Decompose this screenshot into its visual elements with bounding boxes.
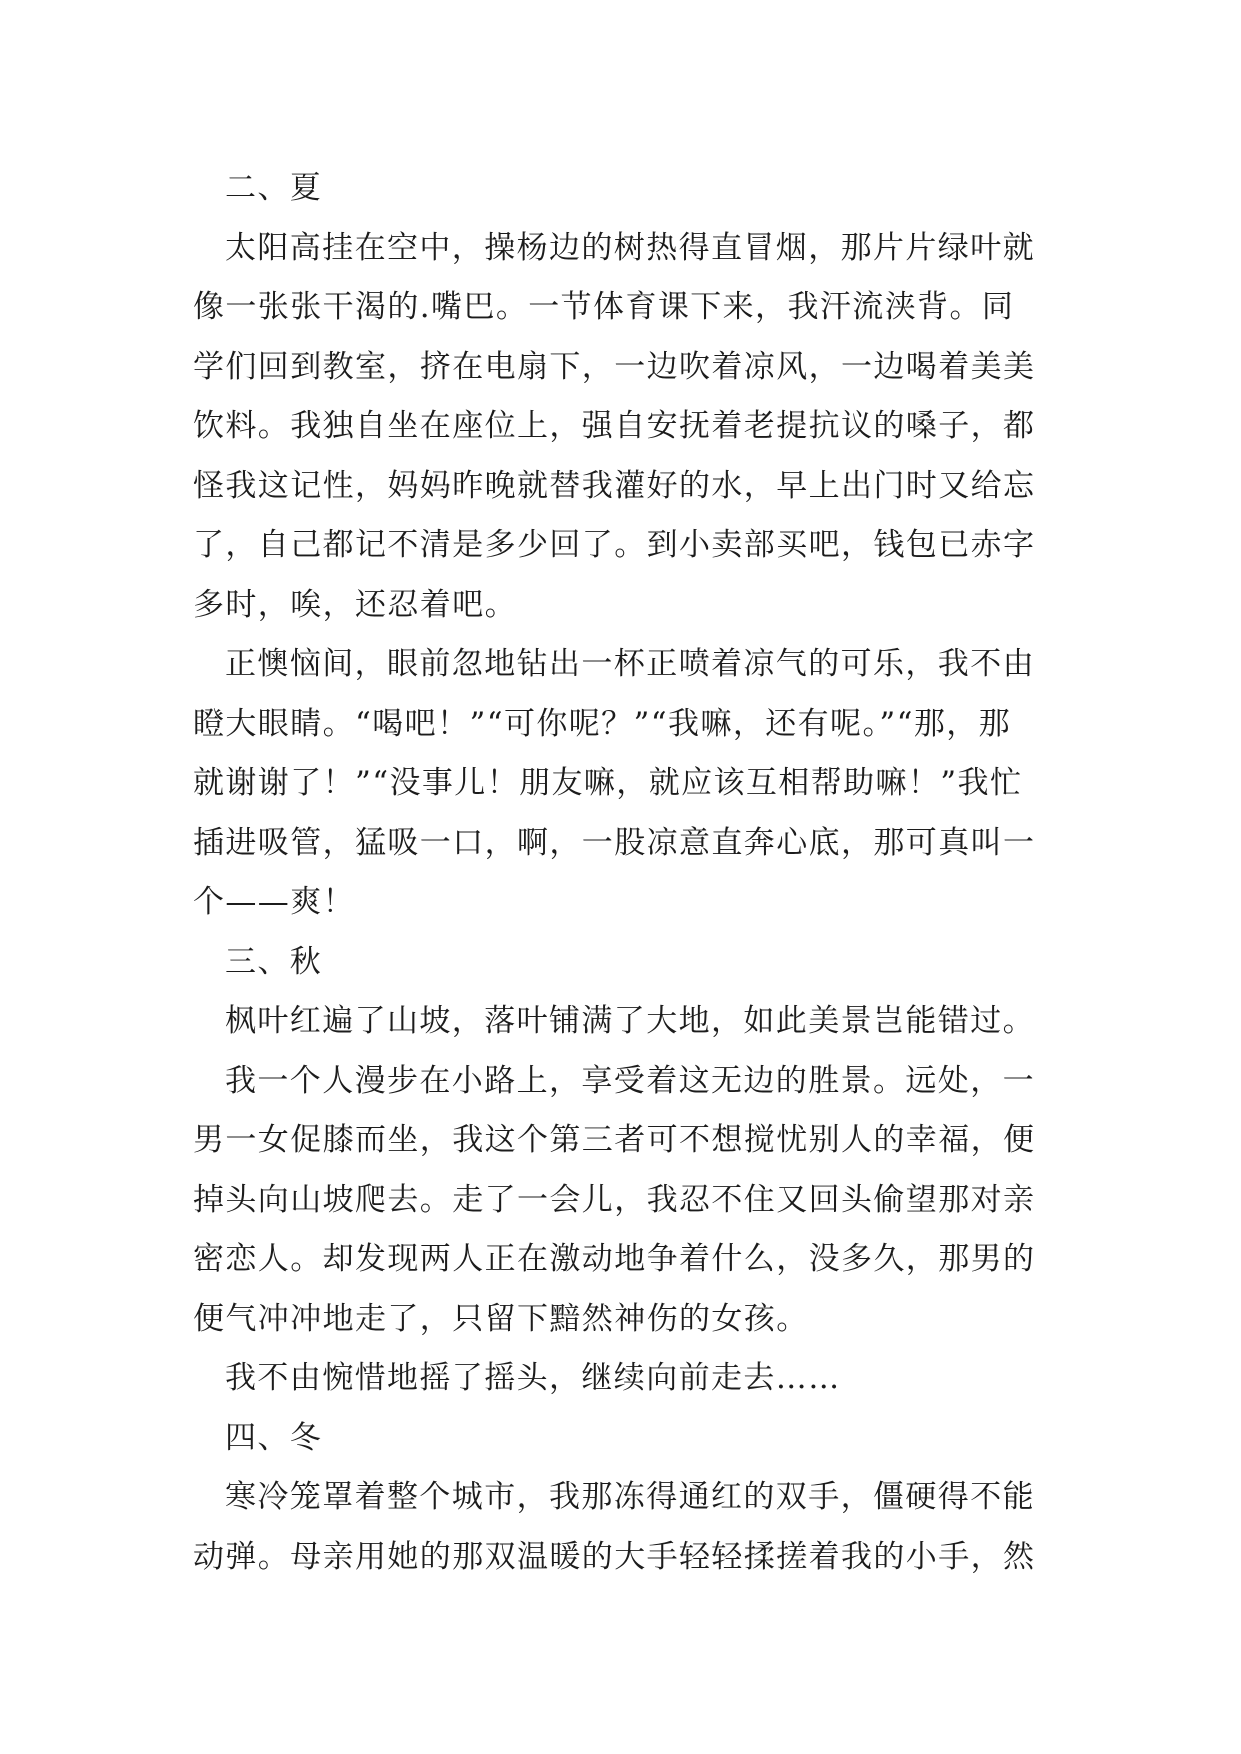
text-line: 多时，唉，还忍着吧。 — [193, 586, 517, 623]
text-line: 我不由惋惜地摇了摇头，继续向前走去…… — [225, 1360, 841, 1396]
text-line: 瞪大眼睛。“喝吧！”“可你呢？”“我嘛，还有呢。”“那，那 — [193, 705, 1012, 742]
text-line: 掉头向山坡爬去。走了一会儿，我忍不住又回头偷望那对亲 — [193, 1181, 1036, 1218]
text-line: 枫叶红遍了山坡，落叶铺满了大地，如此美景岂能错过。 — [225, 1003, 1035, 1039]
text-line: 就谢谢了！”“没事儿！朋友嘛，就应该互相帮助嘛！”我忙 — [193, 765, 1023, 801]
text-line: 男一女促膝而坐，我这个第三者可不想搅忧别人的幸福，便 — [193, 1122, 1036, 1158]
document-body — [193, 159, 1069, 1587]
text-line: 动弹。母亲用她的那双温暖的大手轻轻揉搓着我的小手，然 — [193, 1538, 1036, 1575]
text-line: 寒冷笼罩着整个城市，我那冻得通红的双手，僵硬得不能 — [225, 1479, 1035, 1515]
heading-autumn: 三、秋 — [225, 943, 323, 980]
text-line: 密恋人。却发现两人正在激动地争着什么，没多久，那男的 — [193, 1241, 1036, 1277]
text-line: 便气冲冲地走了，只留下黯然神伤的女孩。 — [193, 1300, 809, 1337]
heading-winter: 四、冬 — [225, 1419, 323, 1456]
text-line: 学们回到教室，挤在电扇下，一边吹着凉风，一边喝着美美 — [193, 348, 1036, 385]
text-line: 插进吸管，猛吸一口，啊，一股凉意直奔心底，那可真叫一 — [193, 824, 1036, 861]
text-line: 了，自己都记不清是多少回了。到小卖部买吧，钱包已赤字 — [193, 527, 1036, 563]
text-line: 像一张张干渴的.嘴巴。一节体育课下来，我汗流浃背。同 — [193, 289, 1015, 325]
text-line: 太阳高挂在空中，操杨边的树热得直冒烟，那片片绿叶就 — [225, 229, 1035, 266]
text-line: 正懊恼间，眼前忽地钻出一杯正喷着凉气的可乐，我不由 — [225, 646, 1035, 682]
heading-summer: 二、夏 — [225, 170, 323, 206]
text-line: 怪我这记性，妈妈昨晚就替我灌好的水，早上出门时又给忘 — [193, 467, 1036, 504]
text-line: 我一个人漫步在小路上，享受着这无边的胜景。远处，一 — [225, 1062, 1035, 1099]
text-line: 个——爽！ — [193, 884, 355, 920]
text-line: 饮料。我独自坐在座位上，强自安抚着老提抗议的嗓子，都 — [193, 408, 1036, 444]
